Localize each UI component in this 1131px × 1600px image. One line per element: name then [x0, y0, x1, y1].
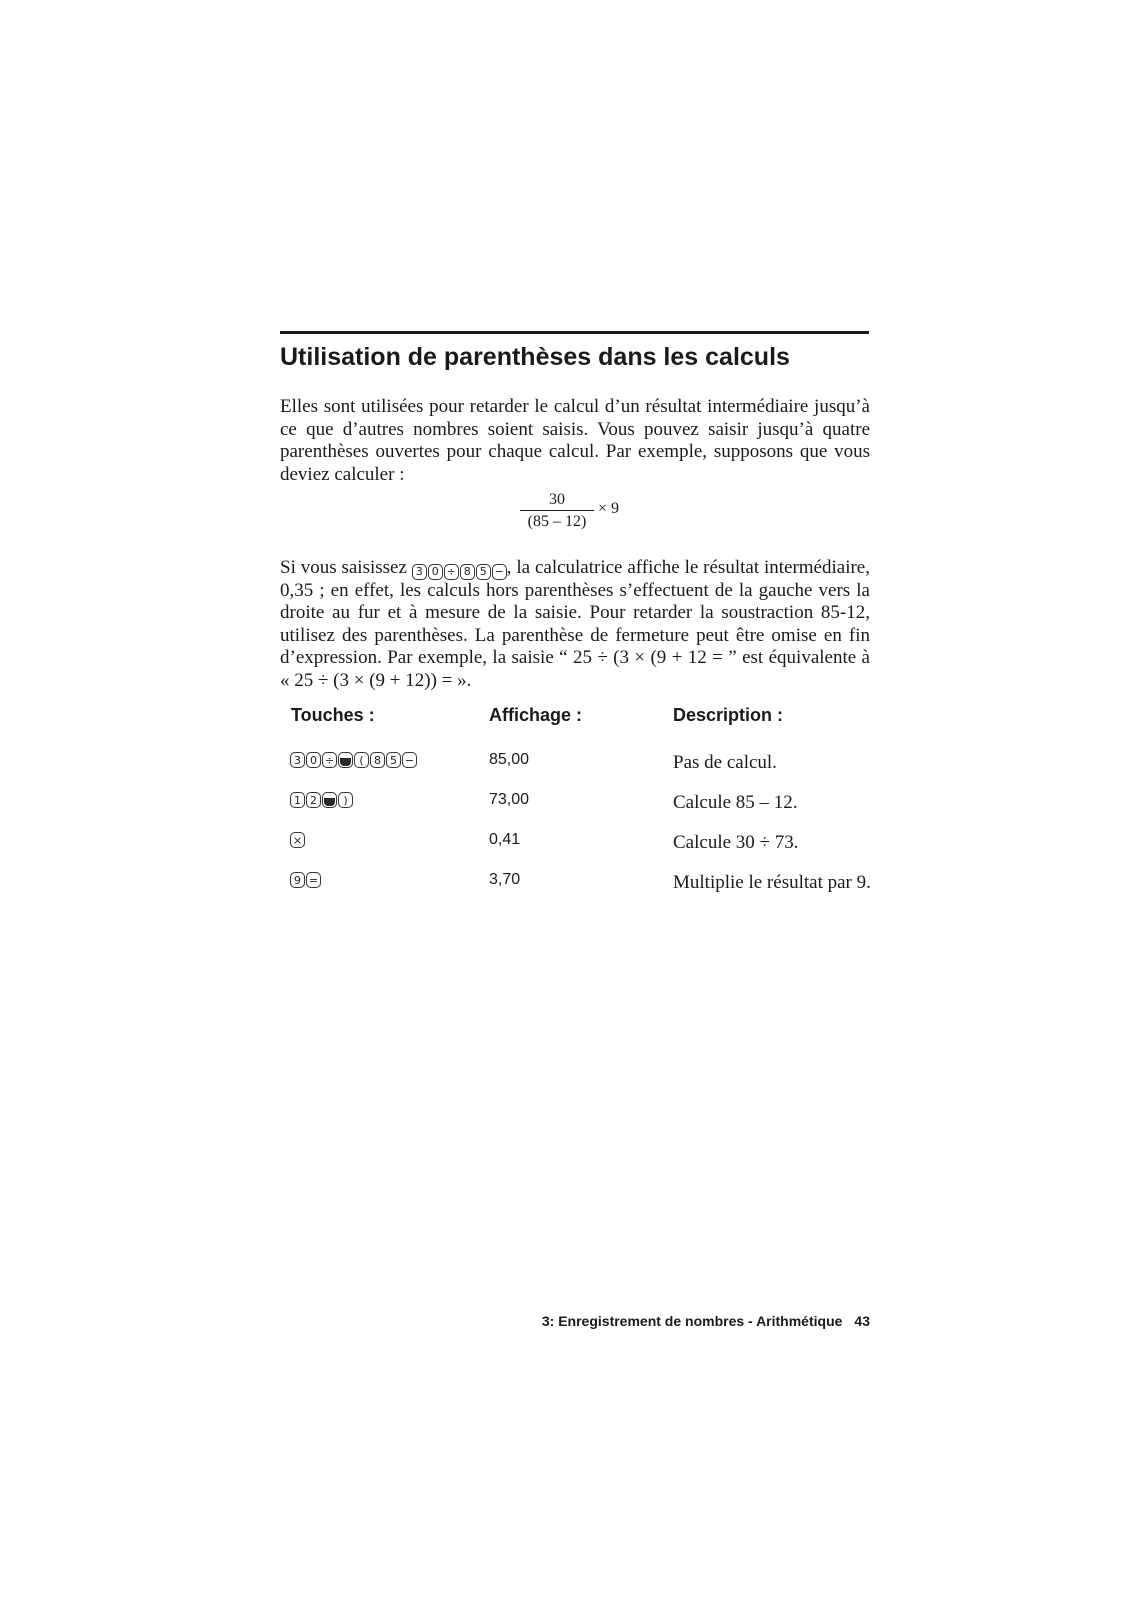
row-display-value: 73,00 [489, 791, 530, 808]
row-keys [290, 832, 305, 848]
shift-key-icon [338, 752, 353, 768]
calculator-key-icon: − [492, 564, 507, 580]
calculator-key-icon: ÷ [322, 752, 337, 768]
column-header-keys: Touches : [291, 705, 375, 725]
calculator-key-icon: × [290, 832, 305, 848]
row-display-value: 85,00 [489, 751, 530, 768]
calculator-key-icon: = [306, 872, 321, 888]
calculator-key-icon: 1 [290, 792, 305, 808]
row-description: Multiplie le résultat par 9. [673, 872, 871, 893]
column-header-display: Affichage : [489, 705, 583, 725]
inline-key-sequence [412, 564, 507, 580]
fraction [520, 490, 594, 531]
example-formula [520, 490, 640, 534]
calculator-key-icon: 3 [412, 564, 427, 580]
row-keys [290, 872, 321, 888]
explanation-paragraph [280, 557, 870, 692]
fraction-bar [520, 510, 594, 511]
explanation-body: , la calculatrice affiche le résultat intermédiaire, 0,35 ; en effet, les calculs hors parenthèses s’effectuent de la gauche vers la droite au fur et à mesure de la saisie. Pour retarder la soustraction 85-12, utilisez des parenthèses. La parenthèse de fermeture peut être omise en fin d’expression. Par exemple, la saisie “ 25 ÷ (3 × (9 + 12 = ” est équivalente à « 25 ÷ (3 × (9 + 12)) = ». [280, 557, 870, 691]
section-rule [280, 331, 869, 334]
row-display-value: 3,70 [489, 871, 521, 888]
calculator-key-icon: 3 [290, 752, 305, 768]
calculator-key-icon: ) [338, 792, 353, 808]
shift-key-icon [322, 792, 337, 808]
formula-multiplier: × 9 [598, 500, 620, 517]
calculator-key-icon: 5 [476, 564, 491, 580]
calculator-key-icon: 8 [370, 752, 385, 768]
section-title: Utilisation de parenthèses dans les calculs [280, 343, 790, 371]
calculator-key-icon: 0 [306, 752, 321, 768]
explanation-lead: Si vous saisissez [280, 557, 412, 578]
calculator-key-icon: 9 [290, 872, 305, 888]
intro-paragraph: Elles sont utilisées pour retarder le calcul d’un résultat intermédiaire jusqu’à ce que d’autres nombres soient saisis. Vous pouvez saisir jusqu’à quatre parenthèses ouvertes pour chaque calcul. Par exemple, supposons que vous deviez calculer : [280, 396, 870, 485]
page-footer [510, 1313, 870, 1329]
calculator-key-icon: 0 [428, 564, 443, 580]
row-description: Calcule 30 ÷ 73. [673, 832, 799, 853]
fraction-denominator: (85 – 12) [527, 513, 587, 530]
calculator-key-icon: − [402, 752, 417, 768]
calculator-key-icon: ÷ [444, 564, 459, 580]
fraction-numerator: 30 [549, 491, 565, 508]
calculator-key-icon: 5 [386, 752, 401, 768]
row-display-value: 0,41 [489, 831, 521, 848]
chapter-title: 3: Enregistrement de nombres - Arithmétique [541, 1313, 843, 1329]
calculator-key-icon: 2 [306, 792, 321, 808]
row-description: Pas de calcul. [673, 752, 777, 773]
row-description: Calcule 85 – 12. [673, 792, 798, 813]
row-keys [290, 752, 417, 768]
calculator-key-icon: ( [354, 752, 369, 768]
calculator-key-icon: 8 [460, 564, 475, 580]
page-number: 43 [854, 1313, 870, 1329]
row-keys [290, 792, 353, 808]
column-header-description: Description : [673, 705, 784, 725]
